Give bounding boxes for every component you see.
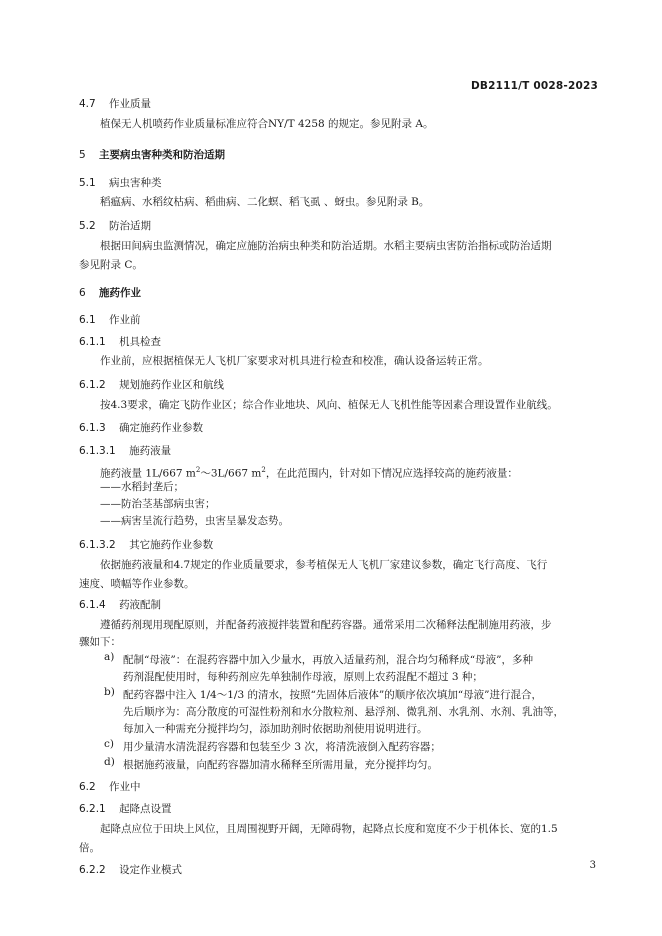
heading-6-1-4 [79, 597, 161, 612]
heading-title: 规划施药作业区和航线 [119, 379, 225, 391]
heading-6-2 [79, 779, 141, 794]
heading-title: 药液配制 [119, 599, 162, 611]
heading-title: 作业中 [109, 781, 141, 793]
heading-title: 施药液量 [129, 445, 172, 457]
step-label: b) [104, 686, 115, 698]
paragraph-6-1-3-2-line2: 速度、喷幅等作业参数。 [79, 578, 195, 590]
heading-6-1-1 [79, 334, 161, 349]
step-text: 先后顺序为：高分散度的可湿性粉剂和水分散粒剂、悬浮剂、微乳剂、水乳剂、水剂、乳油等， [123, 706, 564, 718]
paragraph-5-1: 稻瘟病、水稻纹枯病、稻曲病、二化螟、稻飞虱 、蚜虫。参见附录 B。 [100, 196, 430, 208]
heading-6-2-2 [79, 862, 182, 877]
heading-number: 6.2.2 [79, 864, 106, 876]
heading-number: 4.7 [79, 98, 96, 110]
heading-number: 6.1.3 [79, 422, 106, 434]
heading-title: 其它施药作业参数 [129, 539, 214, 551]
text-part: 施药液量 1L/667 m [100, 467, 196, 480]
heading-6 [79, 285, 141, 300]
paragraph-5-2-line1: 根据田间病虫监测情况，确定应施防治病虫种类和防治适期。水稻主要病虫害防治指标或防治适期 [100, 240, 552, 252]
step-text: 配制“母液”：在混药容器中加入少量水，再放入适量药剂，混合均匀稀释成“母液”，多种 [123, 654, 533, 666]
heading-title: 施药作业 [99, 287, 142, 299]
heading-6-1 [79, 312, 141, 327]
heading-title: 作业质量 [109, 98, 152, 110]
heading-6-1-2 [79, 377, 224, 392]
heading-title: 确定施药作业参数 [119, 422, 204, 434]
step-text: 用少量清水清洗混药容器和包装至少 3 次，将清洗液倒入配药容器； [123, 741, 441, 753]
step-text: 药剂混配使用时，每种药剂应先单独制作母液，原则上农药混配不超过 3 种； [123, 671, 483, 683]
heading-number: 5 [79, 149, 86, 161]
heading-title: 机具检查 [119, 336, 162, 348]
step-text: 配药容器中注入 1/4～1/3 的清水，按照“先固体后液体”的顺序依次填加“母液”进行混合， [123, 689, 542, 701]
step-text: 每加入一种需充分搅拌均匀，添加助剂时依据助剂使用说明进行。 [123, 723, 428, 735]
list-item: ——防治茎基部病虫害； [100, 498, 216, 510]
list-item: ——水稻封垄后； [100, 481, 184, 493]
superscript: 2 [195, 466, 201, 474]
heading-number: 6.2 [79, 781, 96, 793]
heading-6-1-3 [79, 420, 203, 435]
paragraph-4-7: 植保无人机喷药作业质量标准应符合NY/T 4258 的规定。参见附录 A。 [100, 118, 434, 130]
heading-5-2 [79, 218, 151, 233]
heading-6-2-1 [79, 801, 172, 816]
paragraph-6-1-2: 按4.3要求，确定飞防作业区；综合作业地块、风向、植保无人飞机性能等因素合理设置作业航线。 [100, 399, 558, 411]
text-part: ～3L/667 m [200, 467, 262, 480]
heading-number: 5.2 [79, 220, 96, 232]
list-item: ——病害呈流行趋势，虫害呈暴发态势。 [100, 515, 289, 527]
step-label: c) [104, 738, 114, 750]
heading-number: 6.1.1 [79, 336, 106, 348]
heading-5 [79, 147, 225, 162]
heading-title: 防治适期 [109, 220, 152, 232]
heading-4-7 [79, 96, 151, 111]
paragraph-6-1-4-line1: 遵循药剂现用现配原则，并配备药液搅拌装置和配药容器。通常采用二次稀释法配制施用药液，步 [100, 619, 552, 631]
document-code: DB2111/T 0028-2023 [470, 80, 598, 92]
heading-6-1-3-2 [79, 537, 213, 552]
heading-number: 6.1.3.1 [79, 445, 116, 457]
heading-number: 6 [79, 287, 86, 299]
heading-title: 作业前 [109, 314, 141, 326]
heading-number: 5.1 [79, 177, 96, 189]
heading-title: 起降点设置 [119, 803, 172, 815]
page-number: 3 [589, 860, 596, 871]
heading-title: 设定作业模式 [119, 864, 183, 876]
paragraph-5-2-line2: 参见附录 C。 [79, 259, 143, 271]
text-part: ，在此范围内，针对如下情况应选择较高的施药液量： [265, 467, 518, 480]
step-text: 根据施药液量，向配药容器加清水稀释至所需用量，充分搅拌均匀。 [123, 759, 438, 771]
heading-5-1 [79, 175, 162, 190]
heading-title: 病虫害种类 [109, 177, 162, 189]
paragraph-6-1-3-2-line1: 依据施药液量和4.7规定的作业质量要求，参考植保无人飞机厂家建议参数，确定飞行高度、飞行 [100, 559, 548, 571]
heading-title: 主要病虫害种类和防治适期 [99, 149, 226, 161]
step-label: a) [104, 651, 115, 663]
heading-number: 6.1.4 [79, 599, 106, 611]
heading-number: 6.1.3.2 [79, 539, 116, 551]
paragraph-6-1-1: 作业前，应根据植保无人飞机厂家要求对机具进行检查和校准，确认设备运转正常。 [100, 355, 489, 367]
heading-number: 6.1 [79, 314, 96, 326]
superscript: 2 [261, 466, 266, 474]
paragraph-6-2-1-line2: 倍。 [79, 842, 100, 854]
paragraph-6-2-1-line1: 起降点应位于田块上风位，且周围视野开阔，无障碍物，起降点长度和宽度不少于机体长、宽的1.5 [100, 823, 558, 835]
step-label: d) [104, 756, 115, 768]
heading-number: 6.2.1 [79, 803, 106, 815]
heading-number: 6.1.2 [79, 379, 106, 391]
paragraph-6-1-4-line2: 骤如下： [79, 636, 121, 648]
heading-6-1-3-1 [79, 443, 171, 458]
